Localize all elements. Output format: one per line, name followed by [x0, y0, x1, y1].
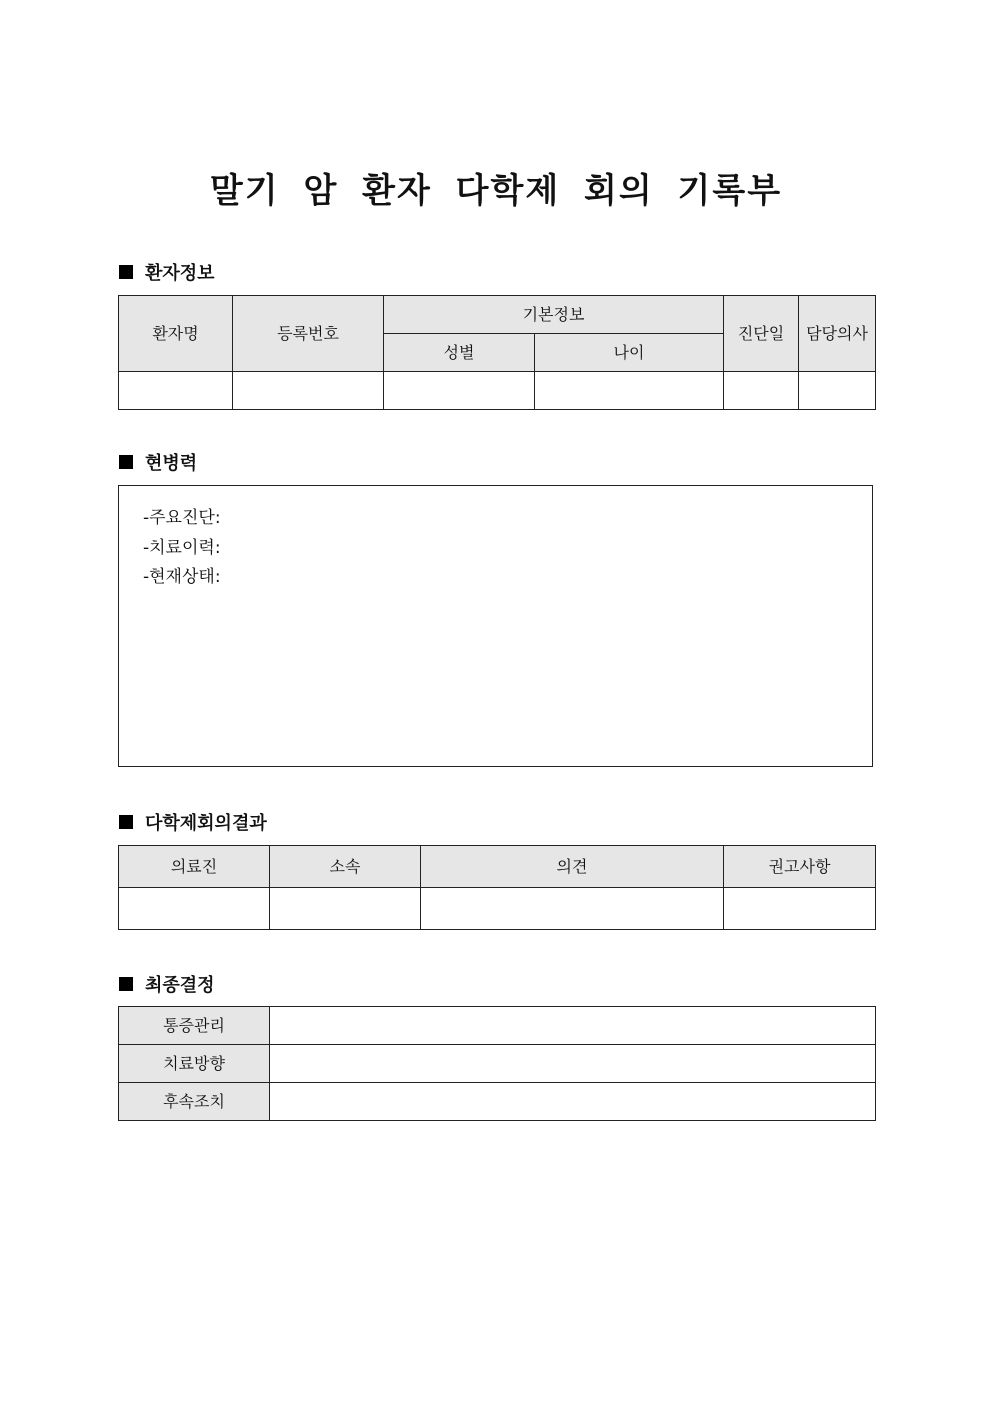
square-bullet-icon	[119, 977, 133, 991]
section-label: 최종결정	[145, 975, 215, 996]
header-medical-staff: 의료진	[119, 846, 270, 888]
input-follow-up[interactable]	[270, 1083, 876, 1121]
section-label: 현병력	[145, 453, 198, 474]
input-sex[interactable]	[384, 372, 535, 410]
final-decision-table	[118, 1006, 876, 1121]
header-basic-info: 기본정보	[384, 296, 724, 334]
input-age[interactable]	[535, 372, 724, 410]
input-attending-doctor[interactable]	[799, 372, 876, 410]
patient-info-table	[118, 295, 876, 410]
header-follow-up: 후속조치	[119, 1083, 270, 1121]
header-opinion: 의견	[421, 846, 724, 888]
input-diagnosis-date[interactable]	[724, 372, 799, 410]
section-label: 다학제회의결과	[145, 813, 267, 834]
header-attending-doctor: 담당의사	[799, 296, 876, 372]
section-patient-info	[119, 259, 215, 285]
section-history	[119, 449, 197, 475]
page-title: 말기 암 환자 다학제 회의 기록부	[209, 171, 783, 211]
header-diagnosis-date: 진단일	[724, 296, 799, 372]
section-mdt-result	[119, 809, 267, 835]
history-line-main-diagnosis: -주요진단:	[143, 508, 221, 528]
input-department[interactable]	[270, 888, 421, 930]
input-pain-management[interactable]	[270, 1007, 876, 1045]
header-sex: 성별	[384, 334, 535, 372]
input-recommendation[interactable]	[724, 888, 876, 930]
input-medical-staff[interactable]	[119, 888, 270, 930]
square-bullet-icon	[119, 265, 133, 279]
input-treatment-direction[interactable]	[270, 1045, 876, 1083]
history-line-treatment-history: -치료이력:	[143, 537, 221, 558]
history-line-current-status: -현재상태:	[143, 567, 221, 587]
input-registration-number[interactable]	[233, 372, 384, 410]
header-treatment-direction: 치료방향	[119, 1045, 270, 1083]
square-bullet-icon	[119, 815, 133, 829]
section-label: 환자정보	[145, 263, 215, 284]
header-department: 소속	[270, 846, 421, 888]
mdt-result-table	[118, 845, 876, 930]
header-pain-management: 통증관리	[119, 1007, 270, 1045]
input-opinion[interactable]	[421, 888, 724, 930]
header-recommendation: 권고사항	[724, 846, 876, 888]
header-patient-name: 환자명	[119, 296, 233, 372]
header-registration-number: 등록번호	[233, 296, 384, 372]
section-final-decision	[119, 971, 215, 997]
history-textbox[interactable]	[118, 485, 873, 767]
input-patient-name[interactable]	[119, 372, 233, 410]
header-age: 나이	[535, 334, 724, 372]
square-bullet-icon	[119, 455, 133, 469]
